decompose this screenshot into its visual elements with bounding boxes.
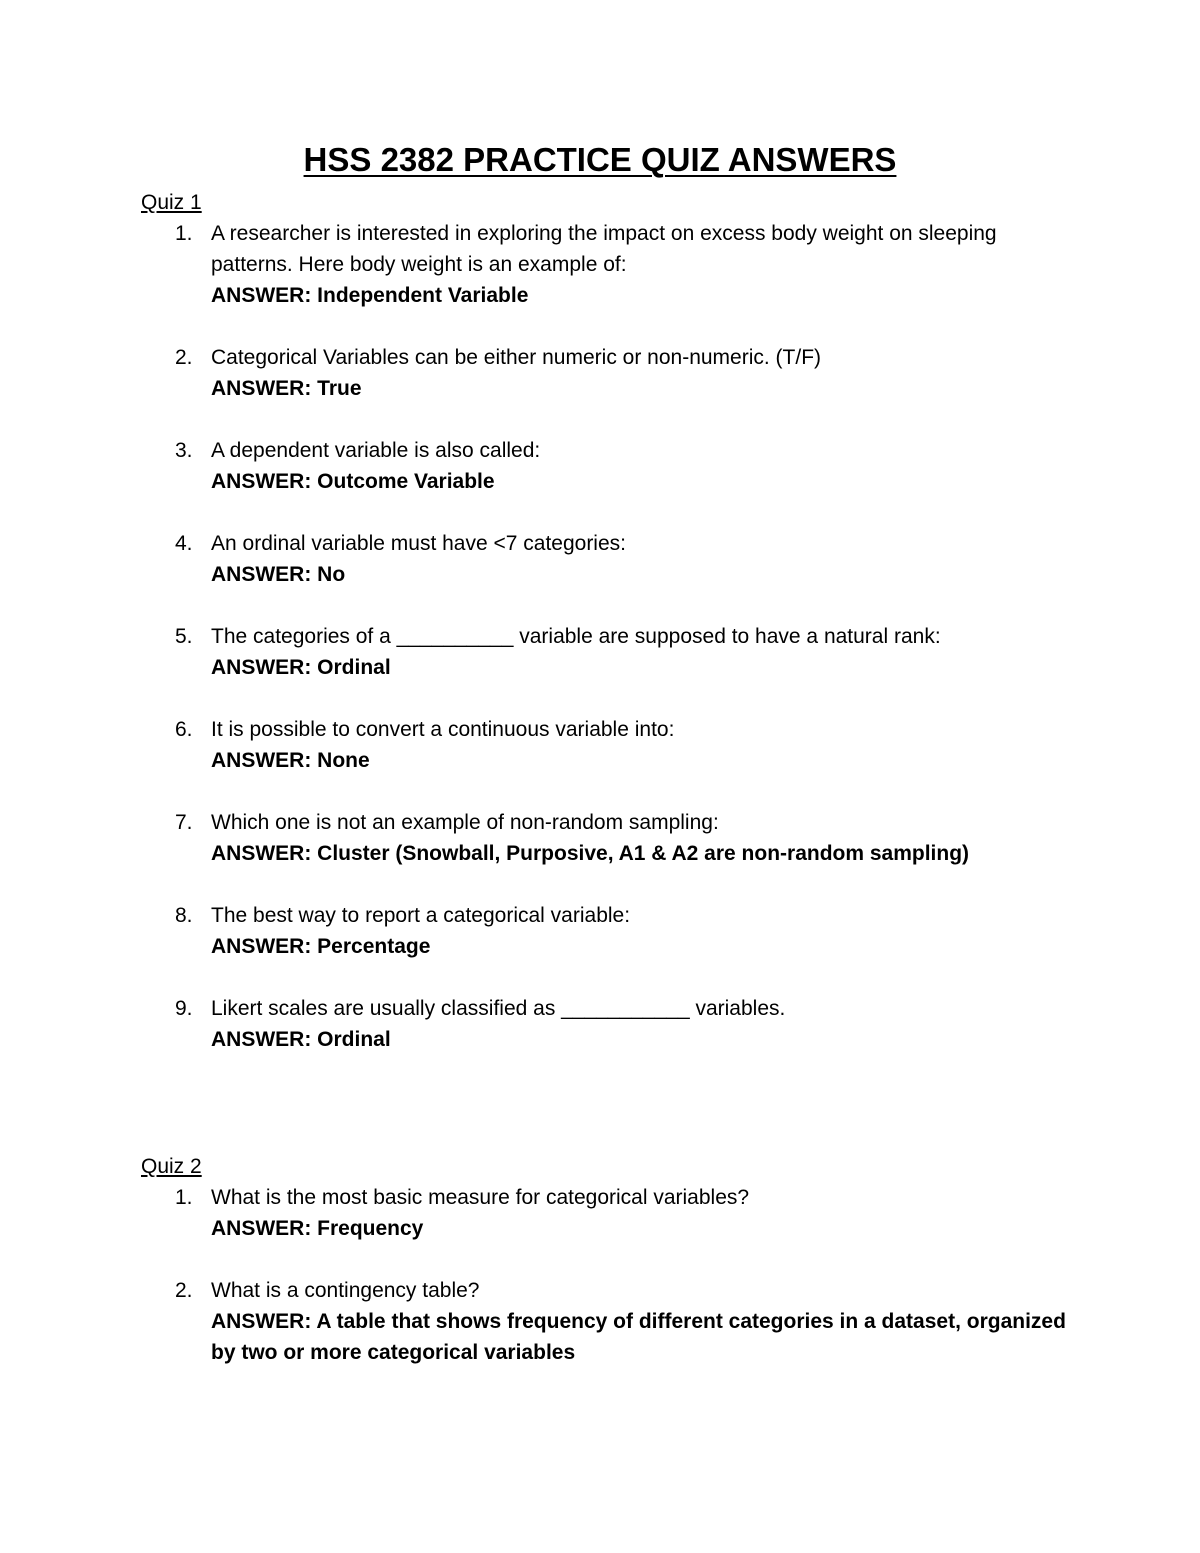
question-number: 4.	[175, 532, 193, 555]
quiz-1-question-9	[141, 993, 1091, 1055]
answer-text: ANSWER: None	[211, 749, 370, 772]
question-number: 6.	[175, 718, 193, 741]
quiz-1-question-6	[141, 714, 1091, 776]
answer-text: ANSWER: Cluster (Snowball, Purposive, A1 & A2 are non-random sampling)	[211, 842, 970, 865]
question-number: 2.	[175, 346, 193, 369]
quiz-1-question-8	[141, 900, 1091, 962]
question-text: The best way to report a categorical variable:	[211, 904, 631, 927]
quiz-1-question-2	[141, 342, 1091, 404]
question-number: 3.	[175, 439, 193, 462]
question-text: An ordinal variable must have <7 categories:	[211, 532, 626, 555]
quiz-2-heading: Quiz 2	[141, 1155, 202, 1178]
question-text: The categories of a __________ variable are supposed to have a natural rank:	[211, 625, 941, 648]
quiz-1-question-1	[141, 218, 1091, 311]
quiz-2-question-1	[141, 1182, 1091, 1244]
quiz-1-question-4	[141, 528, 1091, 590]
question-text: Categorical Variables can be either numeric or non-numeric. (T/F)	[211, 346, 822, 369]
quiz-1-section	[141, 187, 1091, 1055]
answer-text: ANSWER: Outcome Variable	[211, 470, 495, 493]
answer-text: ANSWER: Percentage	[211, 935, 431, 958]
quiz-1-question-5	[141, 621, 1091, 683]
question-number: 5.	[175, 625, 193, 648]
question-text: A researcher is interested in exploring the impact on excess body weight on sleeping patterns. Here body weight is an example of:	[211, 222, 997, 276]
answer-text: ANSWER: Independent Variable	[211, 284, 529, 307]
quiz-2-question-list	[141, 1182, 1091, 1368]
question-number: 7.	[175, 811, 193, 834]
question-text: What is a contingency table?	[211, 1279, 480, 1302]
question-text: Likert scales are usually classified as ___________ variables.	[211, 997, 786, 1020]
question-text: It is possible to convert a continuous variable into:	[211, 718, 675, 741]
question-number: 9.	[175, 997, 193, 1020]
question-text: A dependent variable is also called:	[211, 439, 541, 462]
question-text: Which one is not an example of non-random sampling:	[211, 811, 719, 834]
answer-text: ANSWER: Ordinal	[211, 656, 391, 679]
quiz-1-question-3	[141, 435, 1091, 497]
quiz-1-heading: Quiz 1	[141, 191, 202, 214]
answer-text: ANSWER: No	[211, 563, 346, 586]
question-number: 2.	[175, 1279, 193, 1302]
quiz-1-question-list	[141, 218, 1091, 1055]
question-number: 1.	[175, 222, 193, 245]
quiz-2-question-2	[141, 1275, 1091, 1368]
answer-text: ANSWER: Frequency	[211, 1217, 424, 1240]
answer-text: ANSWER: A table that shows frequency of different categories in a dataset, organized by two or more categorical variables	[211, 1310, 1066, 1364]
page-title: HSS 2382 PRACTICE QUIZ ANSWERS	[303, 141, 897, 178]
answer-text: ANSWER: Ordinal	[211, 1028, 391, 1051]
quiz-2-section	[141, 1151, 1091, 1368]
answer-text: ANSWER: True	[211, 377, 362, 400]
question-number: 8.	[175, 904, 193, 927]
question-text: What is the most basic measure for categorical variables?	[211, 1186, 750, 1209]
question-number: 1.	[175, 1186, 193, 1209]
quiz-1-question-7	[141, 807, 1091, 869]
